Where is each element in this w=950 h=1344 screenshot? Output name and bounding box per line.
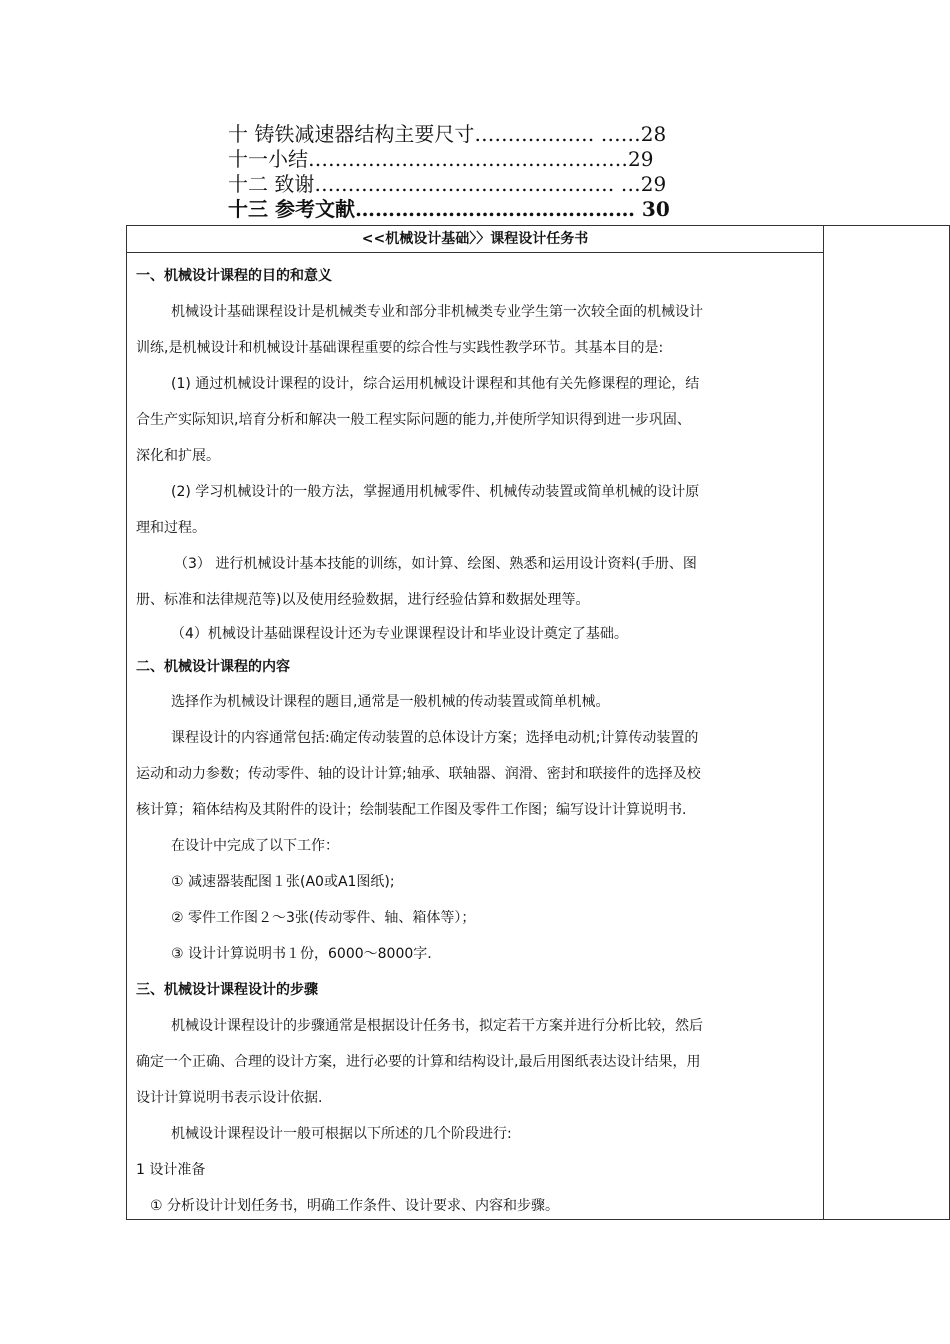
paragraph-line: （3） 进行机械设计基本技能的训练，如计算、绘图、熟悉和运用设计资料(手册、图: [174, 556, 697, 572]
paragraph-line: 运动和动力参数；传动零件、轴的设计计算;轴承、联轴器、润滑、密封和联接件的选择及校: [136, 766, 701, 782]
list-item: ③ 设计计算说明书１份，6000～8000字.: [171, 946, 432, 962]
subsection-heading: 1 设计准备: [136, 1162, 206, 1178]
paragraph-line: 机械设计基础课程设计是机械类专业和部分非机械类专业学生第一次较全面的机械设计: [171, 304, 703, 320]
paragraph-line: 核计算；箱体结构及其附件的设计；绘制装配工作图及零件工作图；编写设计计算说明书.: [136, 802, 687, 818]
paragraph-line: 机械设计课程设计的步骤通常是根据设计任务书，拟定若干方案并进行分析比较，然后: [171, 1018, 703, 1034]
task-content: [136, 258, 816, 1224]
toc-line-13[interactable]: 十三 参考文献…………………………………… 30: [228, 197, 670, 221]
paragraph-line: 深化和扩展。: [136, 448, 220, 464]
list-item: ① 分析设计计划任务书，明确工作条件、设计要求、内容和步骤。: [150, 1198, 559, 1214]
toc-line-11[interactable]: 十一小结…………………………………………29: [228, 147, 654, 171]
paragraph-line: 确定一个正确、合理的设计方案，进行必要的计算和结构设计,最后用图纸表达设计结果，用: [136, 1054, 701, 1070]
title-divider: [127, 252, 823, 253]
paragraph-line: (2) 学习机械设计的一般方法，掌握通用机械零件、机械传动装置或简单机械的设计原: [171, 484, 700, 500]
paragraph-line: 理和过程。: [136, 520, 206, 536]
task-title: <<机械设计基础〉〉课程设计任务书: [361, 231, 589, 247]
paragraph-line: 在设计中完成了以下工作：: [171, 838, 339, 854]
paragraph-line: 册、标准和法律规范等)以及使用经验数据，进行经验估算和数据处理等。: [136, 592, 590, 608]
toc-line-12[interactable]: 十二 致谢……………………………………… …29: [228, 172, 667, 196]
paragraph-line: 课程设计的内容通常包括:确定传动装置的总体设计方案；选择电动机;计算传动装置的: [171, 730, 699, 746]
paragraph-line: 机械设计课程设计一般可根据以下所述的几个阶段进行:: [171, 1126, 512, 1142]
table-column-divider: [823, 225, 824, 1220]
section-heading-1: 一、机械设计课程的目的和意义: [136, 268, 332, 284]
list-item: ② 零件工作图２～3张(传动零件、轴、箱体等）；: [171, 910, 476, 926]
paragraph-line: 选择作为机械设计课程的题目,通常是一般机械的传动装置或简单机械。: [171, 694, 610, 710]
paragraph-line: (1) 通过机械设计课程的设计，综合运用机械设计课程和其他有关先修课程的理论，结: [171, 376, 700, 392]
table-of-contents: [228, 122, 768, 222]
paragraph-line: 训练,是机械设计和机械设计基础课程重要的综合性与实践性教学环节。其基本目的是:: [136, 340, 664, 356]
section-heading-3: 三、机械设计课程设计的步骤: [136, 982, 318, 998]
paragraph-line: （4）机械设计基础课程设计还为专业课课程设计和毕业设计奠定了基础。: [171, 626, 628, 642]
section-heading-2: 二、机械设计课程的内容: [136, 659, 290, 675]
paragraph-line: 设计计算说明书表示设计依据.: [136, 1090, 323, 1106]
toc-line-10[interactable]: 十 铸铁减速器结构主要尺寸……………… ……28: [228, 122, 667, 146]
paragraph-line: 合生产实际知识,培育分析和解决一般工程实际问题的能力,并使所学知识得到进一步巩固、: [136, 412, 691, 428]
list-item: ① 减速器装配图１张(A0或A1图纸);: [171, 874, 395, 890]
